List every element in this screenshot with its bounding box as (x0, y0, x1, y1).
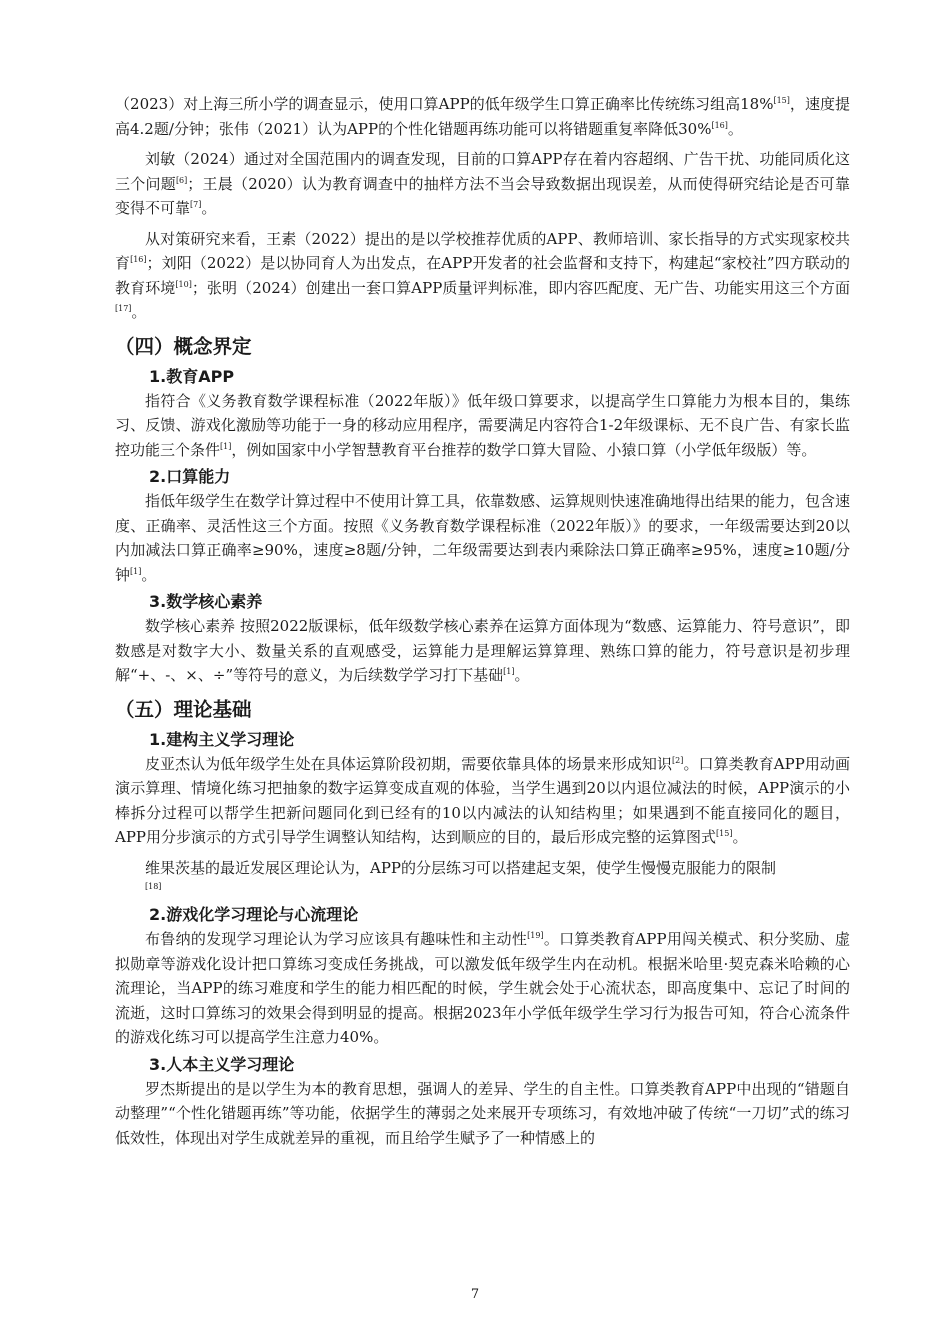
theory-paragraph-bruner (115, 927, 850, 1050)
citation: [10] (175, 279, 192, 289)
text-run: 。 (141, 565, 157, 584)
text-run: 。 (201, 199, 217, 217)
section-heading-theory: （五）理论基础 (115, 697, 252, 721)
citation: [1] (503, 667, 515, 676)
text-run: ，速度提高4.2题/分钟；张伟（2021）认为APP的个性化错题再练功能可以将错题重复率降低30% (115, 95, 850, 138)
theory-paragraph-rogers (115, 1077, 850, 1151)
text-run: 。口算类教育APP用动画演示算理、情境化练习把抽象的数字运算变成直观的体验，当学生遇到20以内退位减法的时候，APP演示的小棒拆分过程可以帮学生把新问题同化到已经有的10以内减法的认知结构里；如果遇到不能直接同化的题目，APP用分步演示的方式引导学生调整认知结构，达到顺应的目的，最后形成完整的运算图式 (115, 754, 850, 846)
theory-paragraph-piaget (115, 752, 850, 850)
text-run: 数学核心素养 按照2022版课标，低年级数学核心素养在运算方面体现为“数感、运算能力、符号意识”，即数感是对数字大小、数量关系的直观感受，运算能力是理解运算算理、熟练口算的能力，符号意识是初步理解“+、-、×、÷”等符号的意义，为后续数学学习打下基础 (115, 617, 850, 684)
text-run: 指符合《义务教育数学课程标准（2022年版）》低年级口算要求，以提高学生口算能力为根本目的，集练习、反馈、游戏化激励等功能于一身的移动应用程序，需要满足内容符合1-2年级课标、无不良广告、有家长监控功能三个条件 (115, 391, 850, 459)
text-run: （2023）对上海三所小学的调查显示，使用口算APP的低年级学生口算正确率比传统练习组高18% (115, 95, 774, 113)
citation: [15] (716, 829, 733, 838)
text-run: 从对策研究来看，王素（2022）提出的是以学校推荐优质的APP、教师培训、家长指导的方式实现家校共育 (115, 229, 850, 272)
subheading-constructivism: 1.建构主义学习理论 (149, 729, 295, 749)
subheading-core-literacy: 3.数学核心素养 (149, 592, 263, 611)
text-run: 。 (131, 303, 147, 321)
text-run: ，例如国家中小学智慧教育平台推荐的数学口算大冒险、小猿口算（小学低年级版）等。 (231, 440, 817, 459)
text-run: 。口算类教育APP用闯关模式、积分奖励、虚拟勋章等游戏化设计把口算练习变成任务挑战，可以激发低年级学生内在动机。根据米哈里·契克森米哈赖的心流理论，当APP的练习难度和学生的能力相匹配的时候，学生就会处于心流状态，即高度集中、忘记了时间的流逝，这时口算练习的效果会得到明显的提高。根据2023年小学低年级学生学习行为报告可知，符合心流条件的游戏化练习可以提高学生注意力40%。 (115, 930, 850, 1046)
text-run: 罗杰斯提出的是以学生为本的教育思想，强调人的差异、学生的自主性。口算类教育APP中出现的“错题自动整理”“个性化错题再练”等功能，依据学生的薄弱之处来展开专项练习，有效地冲破了传统“一刀切”式的练习低效性，体现出对学生成就差异的重视，而且给学生赋予了一种情感上的 (115, 1079, 850, 1147)
text-run: 。 (514, 666, 530, 684)
subheading-gamification: 2.游戏化学习理论与心流理论 (149, 905, 359, 924)
text-run: 布鲁纳的发现学习理论认为学习应该具有趣味性和主动性 (145, 930, 528, 948)
text-run: 指低年级学生在数学计算过程中不使用计算工具，依靠数感、运算规则快速准确地得出结果的能力，包含速度、正确率、灵活性这三个方面。按照《义务教育数学课程标准（2022年版）》的要求，一年级需要达到20以内加减法口算正确率≥90%，速度≥8题/分钟，二年级需要达到表内乘除法口算正确率≥95%，速度≥10题/分钟 (115, 492, 851, 584)
text-run: 维果茨基的最近发展区理论认为，APP的分层练习可以搭建起支架，使学生慢慢克服能力的限制 (145, 858, 777, 877)
citation: [19] (527, 931, 544, 940)
citation: [2] (672, 755, 684, 765)
citation: [16] (711, 120, 728, 130)
text-run: ；刘阳（2022）是以协同育人为出发点，在APP开发者的社会监督和支持下，构建起“家校社”四方联动的教育环境 (115, 254, 850, 297)
citation: [15] (773, 96, 790, 105)
citation: [18] (145, 882, 162, 891)
text-run: ；张明（2024）创建出一套口算APP质量评判标准，即内容匹配度、无广告、功能实用这三个方面 (191, 278, 850, 297)
page-number: 7 (470, 1287, 480, 1302)
citation: [7] (190, 200, 202, 209)
subheading-oral-calculation: 2.口算能力 (149, 467, 231, 486)
citation: [17] (115, 304, 132, 313)
concept-paragraph-app (115, 389, 850, 463)
subheading-humanism: 3.人本主义学习理论 (149, 1054, 295, 1074)
text-run: 。 (732, 828, 748, 846)
theory-paragraph-vygotsky (115, 856, 850, 895)
concept-paragraph-oral (115, 489, 850, 587)
section-heading-concepts: （四）概念界定 (115, 334, 252, 358)
text-run: 刘敏（2024）通过对全国范围内的调查发现，目前的口算APP存在着内容超纲、广告干扰、功能同质化这三个问题 (115, 150, 850, 193)
text-run: 皮亚杰认为低年级学生处在具体运算阶段初期，需要依靠具体的场景来形成知识 (145, 754, 673, 773)
citation: [1] (130, 566, 142, 576)
citation: [6] (175, 175, 188, 185)
text-run: 。 (727, 119, 743, 138)
intro-paragraph-1 (115, 92, 850, 141)
text-run: ；王晨（2020）认为教育调查中的抽样方法不当会导致数据出现误差，从而使得研究结论是否可靠变得不可靠 (115, 174, 850, 217)
page-body (115, 92, 850, 1150)
citation: [1] (220, 441, 232, 451)
citation: [16] (130, 255, 147, 264)
subheading-education-app: 1.教育APP (149, 366, 235, 386)
intro-paragraph-3 (115, 227, 850, 325)
intro-paragraph-2 (115, 147, 850, 221)
concept-paragraph-literacy (115, 614, 850, 688)
